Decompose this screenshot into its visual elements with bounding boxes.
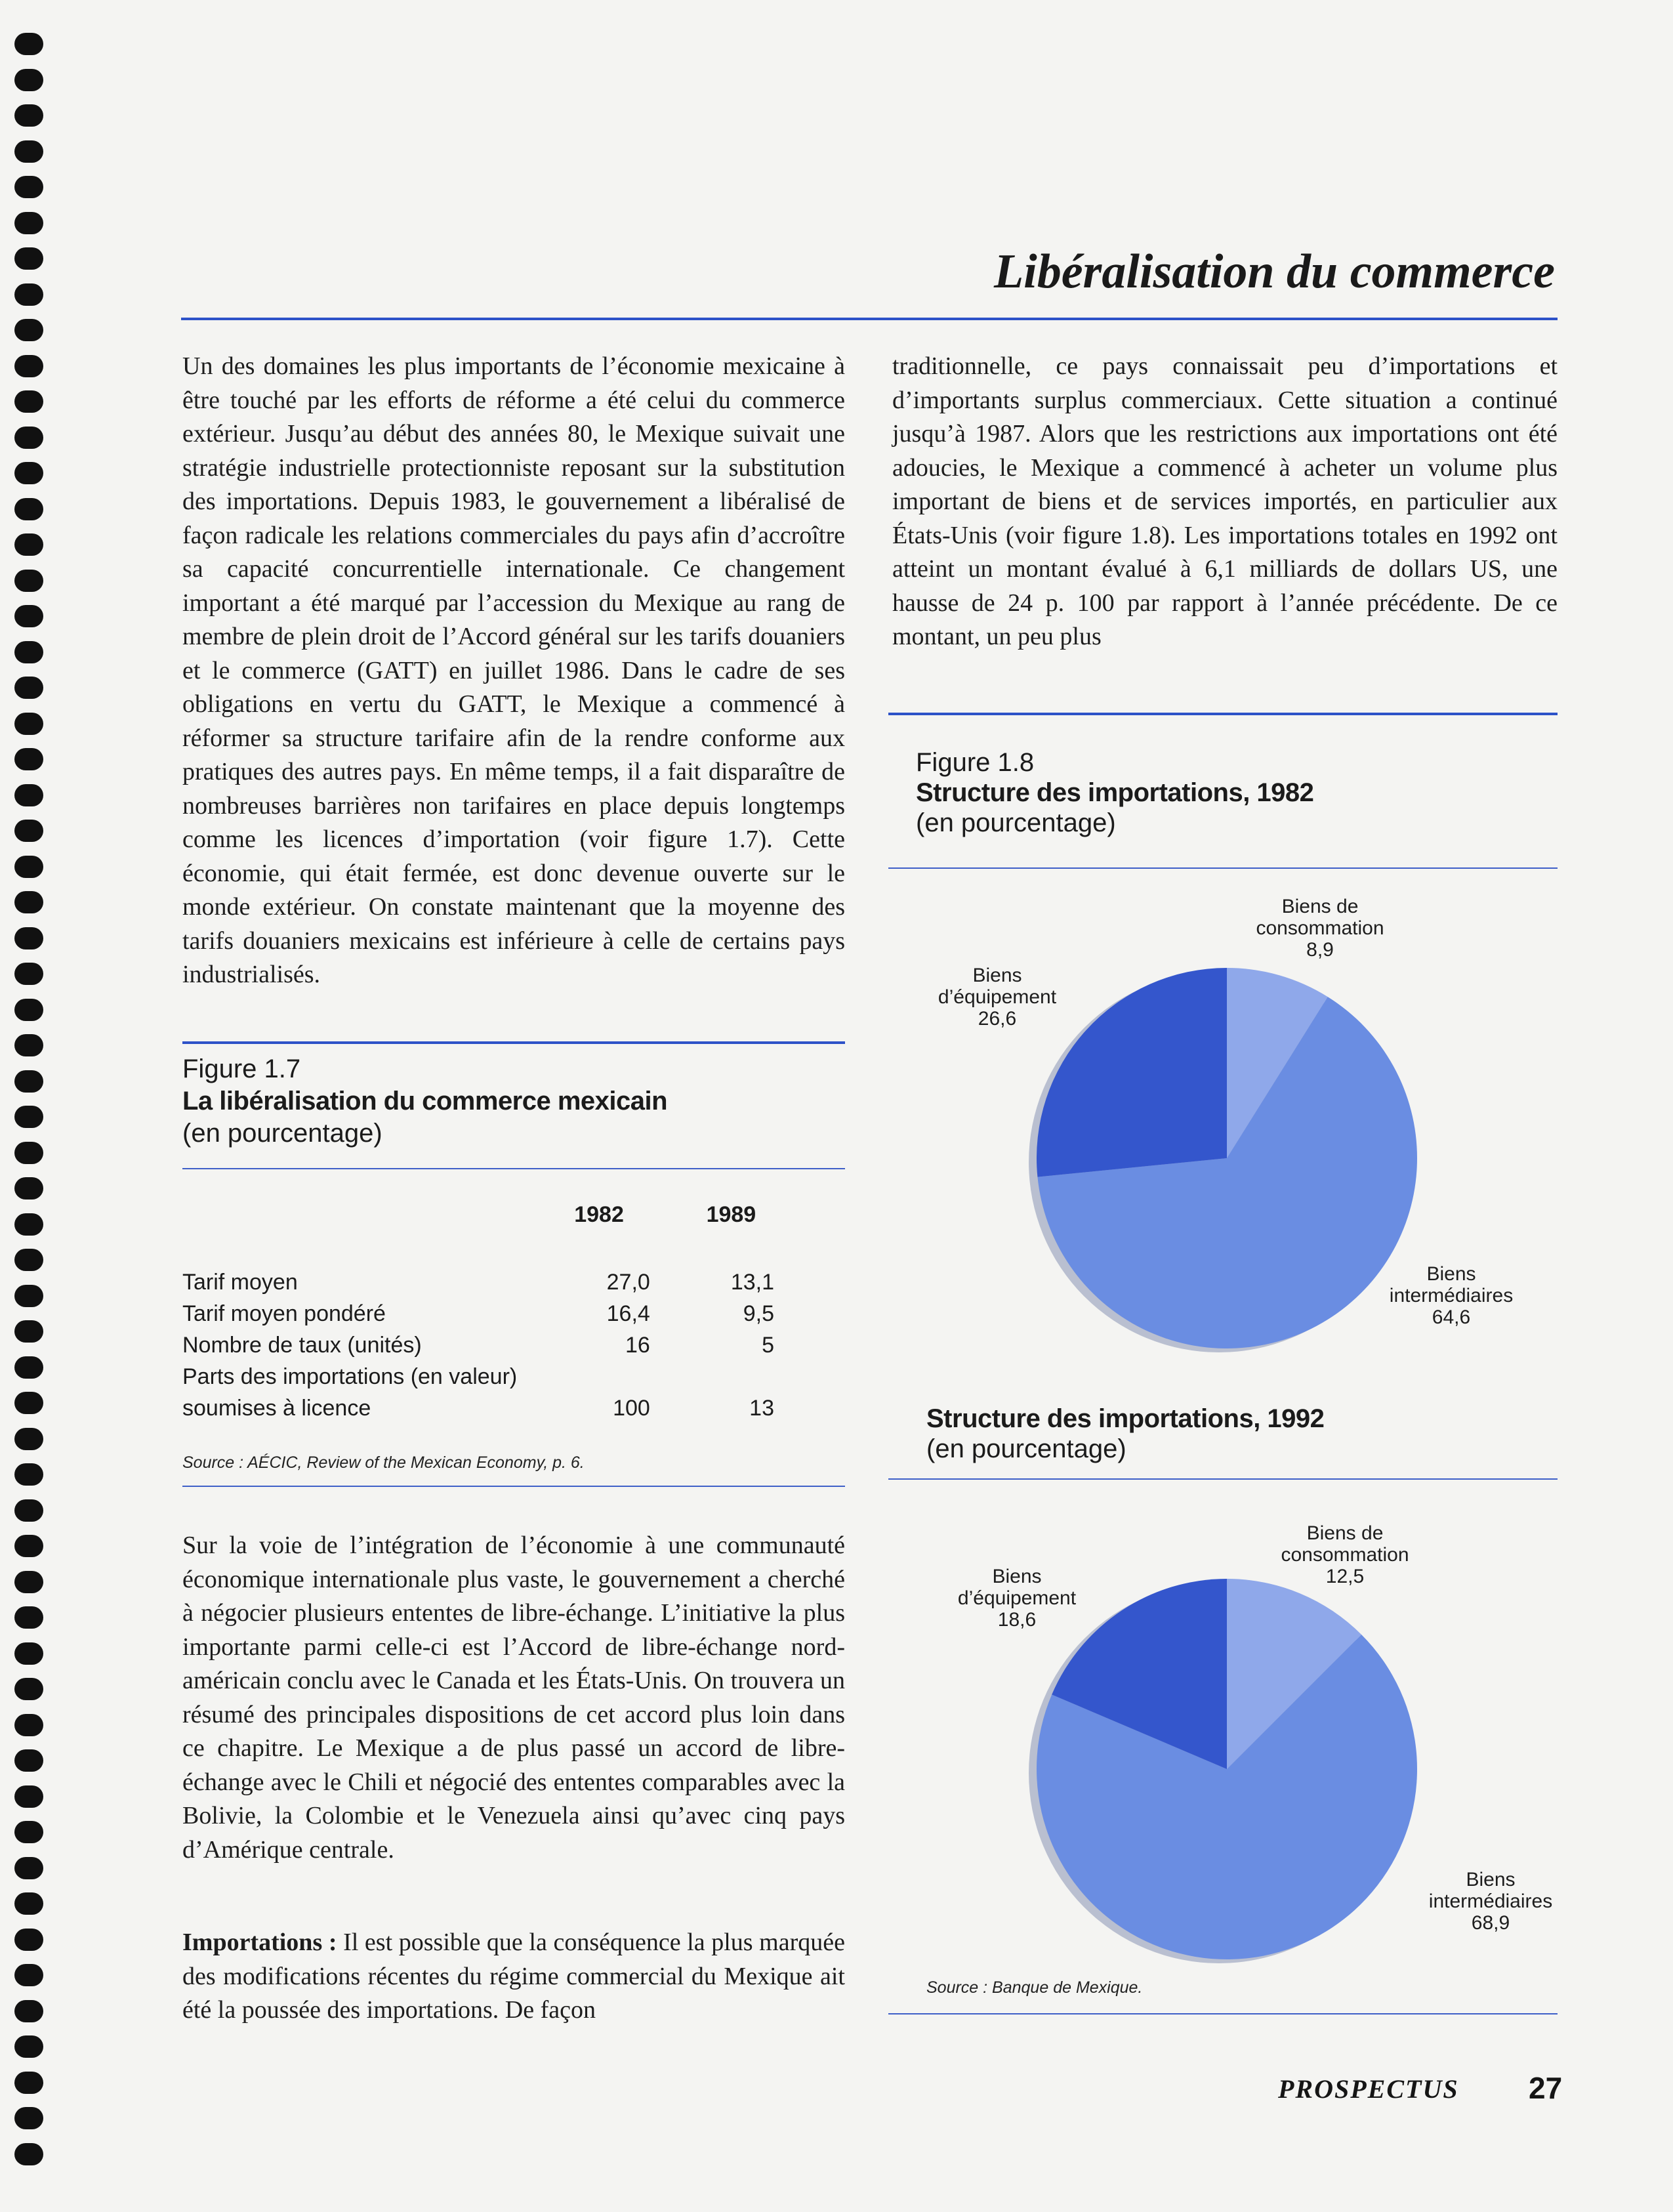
value-1982: 100 <box>613 1396 650 1421</box>
spiral-ring <box>14 462 43 484</box>
spiral-ring <box>14 212 43 234</box>
spiral-ring <box>14 570 43 592</box>
spiral-ring <box>14 1821 43 1843</box>
spiral-ring <box>14 1320 43 1343</box>
figure-1-8-top-rule <box>888 713 1558 715</box>
spiral-ring <box>14 1929 43 1951</box>
spiral-ring <box>14 784 43 806</box>
row-label: Parts des importations (en valeur) <box>182 1364 518 1389</box>
right-paragraph-1: traditionnelle, ce pays connaissait peu d’importations et d’importants surplus commerciaux. Cette situation a continué jusqu’à 1987. Alors que les restrictions aux importations ont été adoucies, le Mexique a commencé à acheter un volume plus important de biens et de services importés, en particulier aux États-Unis (voir figure 1.8). Les importations totales en 1992 ont atteint un montant évalué à 6,1 milliards de dollars US, une hausse de 24 p. 100 par rapport à l’année précédente. De ce montant, un peu plus <box>892 352 1558 650</box>
figure-1-8-subtitle-1992: (en pourcentage) <box>926 1434 1126 1463</box>
value-1989: 5 <box>762 1333 774 1358</box>
column-header-1982: 1982 <box>574 1202 624 1227</box>
spiral-ring <box>14 1285 43 1307</box>
table-header-row <box>182 1191 806 1230</box>
value-1982: 27,0 <box>606 1270 650 1295</box>
spiral-ring <box>14 104 43 127</box>
value-1989 <box>657 1361 806 1392</box>
spiral-binding <box>14 33 43 2198</box>
spiral-ring <box>14 69 43 91</box>
spiral-ring <box>14 1535 43 1557</box>
page-header-title: Libéralisation du commerce <box>993 245 1555 299</box>
spiral-ring <box>14 1392 43 1414</box>
spiral-ring <box>14 1213 43 1236</box>
page-number: 27 <box>1529 2071 1563 2105</box>
spiral-ring <box>14 2107 43 2129</box>
spiral-ring <box>14 856 43 878</box>
figure-1-7-caption <box>182 1053 667 1149</box>
prospectus-logo: PROSPECTUS <box>1278 2074 1459 2104</box>
row-label: Tarif moyen <box>182 1270 298 1295</box>
spiral-ring <box>14 390 43 413</box>
spiral-ring <box>14 1463 43 1486</box>
table-row <box>182 1298 806 1329</box>
spiral-ring <box>14 1606 43 1629</box>
spiral-ring <box>14 677 43 699</box>
spiral-ring <box>14 283 43 306</box>
figure-1-7-bottom-rule <box>182 1486 845 1487</box>
spiral-ring <box>14 1428 43 1450</box>
spiral-ring <box>14 1785 43 1808</box>
spiral-ring <box>14 605 43 627</box>
figure-1-8-rule-1992 <box>888 1478 1558 1480</box>
table-row <box>182 1329 806 1361</box>
value-1989: 9,5 <box>743 1301 774 1326</box>
figure-1-8-bottom-rule <box>888 2013 1558 2014</box>
spiral-ring <box>14 999 43 1021</box>
spiral-ring <box>14 963 43 985</box>
spiral-ring <box>14 2143 43 2165</box>
spiral-ring <box>14 1714 43 1736</box>
spiral-ring <box>14 1964 43 1986</box>
figure-1-8-title-1992: Structure des importations, 1992 <box>926 1404 1325 1433</box>
figure-1-8-caption-1992 <box>926 1404 1324 1465</box>
figure-1-8-number: Figure 1.8 <box>916 748 1035 777</box>
spiral-ring <box>14 927 43 949</box>
spiral-ring <box>14 140 43 163</box>
pie-1992-label-intermediaires: Biens intermédiaires 68,9 <box>1428 1869 1553 1934</box>
value-1989: 13,1 <box>730 1270 774 1295</box>
figure-1-8-subtitle-1982: (en pourcentage) <box>916 808 1116 837</box>
spiral-ring <box>14 1571 43 1593</box>
spiral-ring <box>14 1106 43 1128</box>
pie-1982-label-consommation: Biens de consommation 8,9 <box>1256 896 1384 961</box>
figure-1-8-source: Source : Banque de Mexique. <box>926 1978 1143 1997</box>
left-paragraph-2: Sur la voie de l’intégration de l’économie à une communauté économique internationale plus vaste, le gouvernement a cherché à négocier plusieurs ententes de libre-échange. L’initiative la plus importante parmi celle-ci est l’Accord de libre-échange nord-américain conclu avec le Canada et les États-Unis. On trouvera un résumé des principales dispositions de cet accord plus loin dans ce chapitre. Le Mexique a de plus passé un accord de libre-échange avec le Chili et négocié des ententes comparables avec la Bolivie, la Colombie et le Venezuela ainsi qu’avec cinq pays d’Amérique centrale. <box>182 1532 845 1864</box>
figure-1-7-title: La libéralisation du commerce mexicain <box>182 1087 668 1116</box>
spiral-ring <box>14 820 43 842</box>
spiral-ring <box>14 533 43 556</box>
figure-1-7-mid-rule <box>182 1168 845 1169</box>
spiral-ring <box>14 1070 43 1093</box>
header-rule <box>181 318 1558 320</box>
spiral-ring <box>14 1678 43 1700</box>
spiral-ring <box>14 176 43 198</box>
figure-1-8-caption <box>916 747 1313 839</box>
spiral-ring <box>14 641 43 663</box>
spiral-ring <box>14 1142 43 1164</box>
spiral-ring <box>14 1642 43 1665</box>
spiral-ring <box>14 355 43 377</box>
spiral-ring <box>14 1177 43 1200</box>
spiral-ring <box>14 1249 43 1271</box>
spiral-ring <box>14 748 43 770</box>
left-paragraph-1: Un des domaines les plus importants de l’économie mexicaine à être touché par les efforts de réforme a été celui du commerce extérieur. Jusqu’au début des années 80, le Mexique suivait une stratégie industrielle protectionniste reposant sur la substitution des importations. Depuis 1983, le gouvernement a libéralisé de façon radicale les relations commerciales du pays afin d’accroître sa capacité concurrentielle internationale. Ce changement important a été marqué par l’accession du Mexique au rang de membre de plein droit de l’Accord général sur les tarifs douaniers et le commerce (GATT) en juillet 1986. Dans le cadre de ses obligations en vertu du GATT, le Mexique a commencé à réformer sa structure tarifaire afin de la rendre conforme aux pratiques des autres pays. En même temps, il a fait disparaître de nombreuses barrières non tarifaires en place depuis longtemps comme les licences d’importation (voir figure 1.7). Cette économie, qui était fermée, est donc devenue ouverte sur le monde extérieur. On constate maintenant que la moyenne des tarifs douaniers mexicains est inférieure à celle de certains pays industrialisés. <box>182 352 845 988</box>
spiral-ring <box>14 713 43 735</box>
spiral-ring <box>14 498 43 520</box>
column-header-1989: 1989 <box>706 1202 756 1227</box>
spiral-ring <box>14 1892 43 1915</box>
tariff-table <box>182 1191 806 1424</box>
spiral-ring <box>14 33 43 55</box>
row-label: Nombre de taux (unités) <box>182 1333 422 1358</box>
value-1982 <box>541 1361 657 1392</box>
spiral-ring <box>14 1499 43 1522</box>
figure-1-7-subtitle: (en pourcentage) <box>182 1119 382 1148</box>
table-row <box>182 1392 806 1424</box>
spiral-ring <box>14 891 43 913</box>
spiral-ring <box>14 1749 43 1772</box>
figure-1-8-mid-rule <box>888 867 1558 869</box>
pie-1982-label-intermediaires: Biens intermédiaires 64,6 <box>1389 1263 1514 1328</box>
left-paragraph-3 <box>182 1926 845 2028</box>
row-label: soumises à licence <box>182 1396 371 1421</box>
spiral-ring <box>14 2072 43 2094</box>
spiral-ring <box>14 1034 43 1056</box>
value-1989: 13 <box>749 1396 774 1421</box>
spiral-ring <box>14 247 43 270</box>
pie-1992-label-consommation: Biens de consommation 12,5 <box>1281 1522 1409 1587</box>
spiral-ring <box>14 1857 43 1879</box>
importations-lead: Importations : <box>182 1929 337 1956</box>
figure-1-8-title-1982: Structure des importations, 1982 <box>916 778 1314 807</box>
figure-1-7-number: Figure 1.7 <box>182 1054 301 1083</box>
figure-1-7-source: Source : AÉCIC, Review of the Mexican Economy, p. 6. <box>182 1453 585 1472</box>
spiral-ring <box>14 2035 43 2058</box>
importations-text: Il est possible que la conséquence la plus marquée des modifications récentes du régime commercial du Mexique ait été la poussée des importations. De façon <box>182 1929 845 2024</box>
row-label: Tarif moyen pondéré <box>182 1301 386 1326</box>
value-1982: 16,4 <box>606 1301 650 1326</box>
table-row <box>182 1266 806 1298</box>
figure-1-7-top-rule <box>182 1041 845 1044</box>
table-row <box>182 1361 806 1392</box>
spiral-ring <box>14 427 43 449</box>
spiral-ring <box>14 319 43 341</box>
spiral-ring <box>14 1356 43 1379</box>
value-1982: 16 <box>625 1333 650 1358</box>
pie-1992-label-equipement: Biens d’équipement 18,6 <box>957 1566 1077 1631</box>
pie-1982-label-equipement: Biens d’équipement 26,6 <box>938 965 1057 1030</box>
spiral-ring <box>14 2000 43 2022</box>
